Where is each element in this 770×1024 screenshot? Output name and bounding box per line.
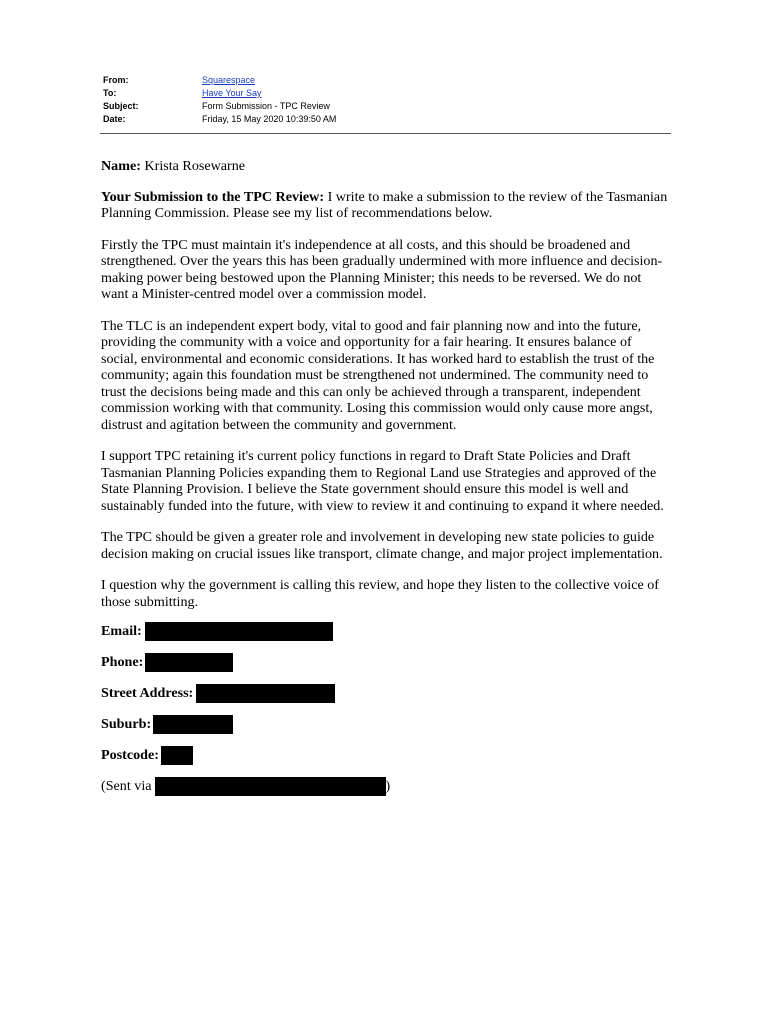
email-field [101, 622, 669, 641]
from-label: From: [103, 75, 129, 85]
name-line [101, 158, 669, 175]
street-address-field [101, 684, 669, 703]
subject-row [103, 100, 673, 113]
name-value: Krista Rosewarne [144, 158, 246, 174]
email-header [103, 74, 673, 126]
sent-via-redaction [155, 777, 386, 796]
submission-intro [101, 189, 669, 222]
suburb-label: Suburb: [101, 716, 152, 732]
street-address-label: Street Address: [101, 685, 194, 701]
email-label: Email: [101, 623, 142, 639]
to-link[interactable]: Have Your Say [202, 88, 262, 98]
to-row [103, 87, 673, 100]
phone-field [101, 653, 669, 672]
phone-label: Phone: [101, 654, 144, 670]
from-row [103, 74, 673, 87]
from-link[interactable]: Squarespace [202, 75, 256, 85]
subject-label: Subject: [103, 101, 139, 111]
submission-label: Your Submission to the TPC Review: [101, 188, 325, 205]
to-label: To: [103, 88, 117, 98]
header-divider [100, 133, 671, 134]
suburb-field [101, 715, 669, 734]
suburb-redaction [153, 715, 233, 734]
postcode-redaction [161, 746, 193, 765]
paragraph-text: I write to make a submission to the review of the Tasmanian Planning Commission. Please see my list of recommendations below. [101, 188, 668, 221]
email-redaction [145, 622, 333, 641]
sent-via-line [101, 777, 669, 796]
sent-via-suffix: ) [385, 778, 391, 794]
paragraph-question: I question why the government is calling this review, and hope they listen to the collective voice of those submitting. [101, 577, 659, 610]
street-address-redaction [196, 684, 335, 703]
date-label: Date: [103, 114, 126, 124]
subject-value: Form Submission - TPC Review [202, 101, 330, 111]
sent-via-prefix: (Sent via [101, 778, 152, 794]
message-body [101, 158, 669, 796]
paragraph-greater-role: The TPC should be given a greater role and involvement in developing new state policies to guide decision making on crucial issues like transport, climate change, and major project implementation. [101, 529, 663, 562]
date-row [103, 113, 673, 126]
phone-redaction [145, 653, 233, 672]
paragraph-independence: Firstly the TPC must maintain it's independence at all costs, and this should be broadened and strengthened. Over the years this has been gradually undermined with more influence and decision-making power being bestowed upon the Planning Minister; this needs to be reversed. We do not want a Minister-centred model over a commission model. [101, 236, 663, 302]
paragraph-policy-functions: I support TPC retaining it's current policy functions in regard to Draft State Policies and Draft Tasmanian Planning Policies expanding them to Regional Land use Strategies and approved of the State Planning Provision. I believe the State government should ensure this model is well and sustainably funded into the future, with view to review it and continuing to expand it where needed. [101, 448, 664, 514]
postcode-field [101, 746, 669, 765]
name-label: Name: [101, 158, 141, 174]
postcode-label: Postcode: [101, 747, 159, 763]
date-value: Friday, 15 May 2020 10:39:50 AM [202, 114, 337, 124]
paragraph-tlc: The TLC is an independent expert body, vital to good and fair planning now and into the future, providing the community with a voice and opportunity for a fair hearing. It ensures balance of social, environmental and economic considerations. It has worked hard to establish the trust of the community; again this foundation must be strengthened not undermined. The community need to trust the decisions being made and this can only be achieved through a transparent, independent commission working with that community. Losing this commission would only cause more angst, distrust and agitation between the community and government. [101, 317, 655, 433]
